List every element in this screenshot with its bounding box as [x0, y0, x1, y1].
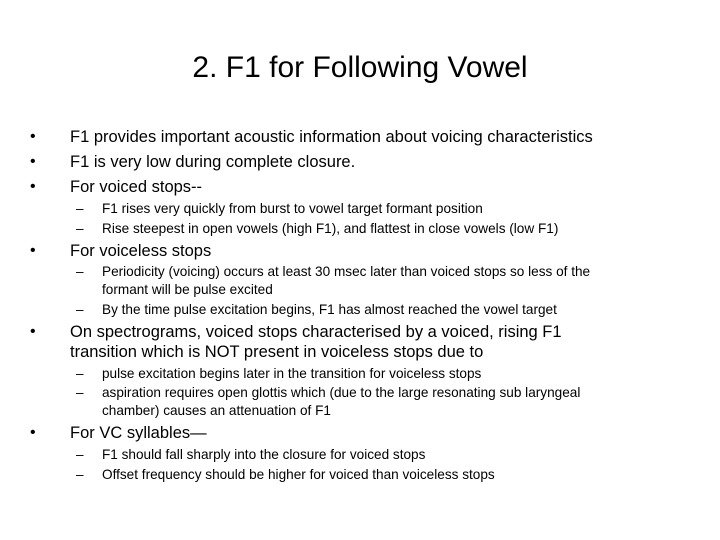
slide-title: 2. F1 for Following Vowel: [192, 51, 528, 84]
dash-icon: –: [76, 447, 84, 462]
sub-bullet-text: F1 should fall sharply into the closure for voiced stops: [102, 447, 426, 462]
sub-bullet-item: [76, 200, 682, 218]
bullet-icon: •: [30, 424, 36, 441]
sub-bullet-text: pulse excitation begins later in the transition for voiceless stops: [102, 366, 482, 381]
sub-bullet-text-continuation: formant will be pulse excited: [102, 282, 273, 297]
bullet-item: [30, 127, 670, 147]
sub-bullet-item: [76, 384, 682, 420]
bullet-text-continuation: transition which is NOT present in voiceless stops due to: [70, 343, 484, 361]
dash-icon: –: [76, 264, 84, 279]
bullet-text: For VC syllables—: [70, 424, 207, 442]
bullet-icon: •: [30, 128, 36, 145]
bullet-text: On spectrograms, voiced stops characterised by a voiced, rising F1: [70, 323, 562, 341]
dash-icon: –: [76, 302, 84, 317]
sub-bullet-item: [76, 365, 682, 383]
sub-bullet-item: [76, 301, 682, 319]
bullet-item: [30, 177, 670, 197]
sub-bullet-text: Offset frequency should be higher for voiced than voiceless stops: [102, 467, 495, 482]
bullet-item: [30, 322, 670, 362]
bullet-icon: •: [30, 323, 36, 340]
sub-bullet-text: Periodicity (voicing) occurs at least 30 msec later than voiced stops so less of the: [102, 264, 591, 279]
bullet-text: F1 is very low during complete closure.: [70, 153, 356, 171]
sub-bullet-text: By the time pulse excitation begins, F1 has almost reached the vowel target: [102, 302, 557, 317]
sub-bullet-text: Rise steepest in open vowels (high F1), and flattest in close vowels (low F1): [102, 221, 559, 236]
sub-bullet-item: [76, 446, 682, 464]
bullet-text: For voiceless stops: [70, 242, 212, 260]
bullet-item: [30, 241, 670, 261]
bullet-text: For voiced stops--: [70, 178, 203, 196]
dash-icon: –: [76, 467, 84, 482]
dash-icon: –: [76, 385, 84, 400]
dash-icon: –: [76, 366, 84, 381]
sub-bullet-item: [76, 263, 682, 299]
bullet-text: F1 provides important acoustic information about voicing characteristics: [70, 128, 593, 146]
bullet-icon: •: [30, 178, 36, 195]
bullet-icon: •: [30, 153, 36, 170]
sub-bullet-item: [76, 466, 682, 484]
sub-bullet-item: [76, 220, 682, 238]
dash-icon: –: [76, 221, 84, 236]
bullet-icon: •: [30, 242, 36, 259]
sub-bullet-text: aspiration requires open glottis which (due to the large resonating sub laryngeal: [102, 385, 581, 400]
bullet-item: [30, 152, 670, 172]
dash-icon: –: [76, 201, 84, 216]
sub-bullet-text: F1 rises very quickly from burst to vowel target formant position: [102, 201, 483, 216]
sub-bullet-text-continuation: chamber) causes an attenuation of F1: [102, 403, 331, 418]
bullet-item: [30, 423, 670, 443]
